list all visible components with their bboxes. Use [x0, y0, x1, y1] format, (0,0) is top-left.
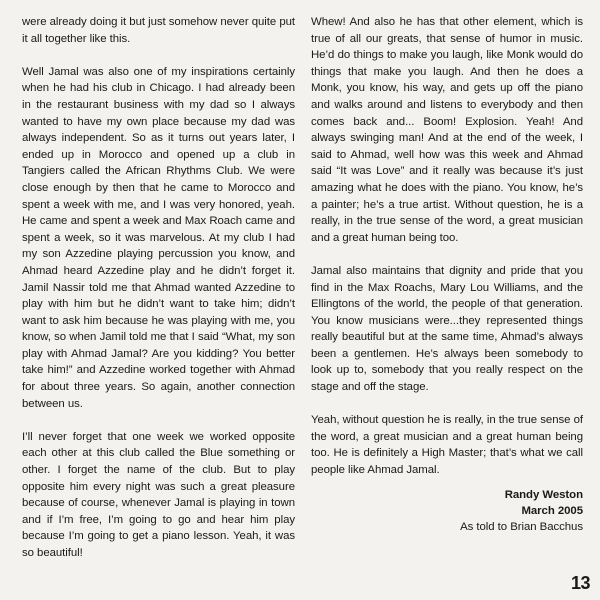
paragraph: were already doing it but just somehow never quite put it all together like this.: [22, 16, 295, 45]
right-column: [311, 14, 583, 535]
paragraph: Yeah, without question he is really, in the true sense of the word, a great musician and a great human being too. He is definitely a High Master; that’s what we call people like Ahmad Jamal.: [311, 414, 583, 477]
paragraph: Jamal also maintains that dignity and pride that you find in the Max Roachs, Mary Lou Williams, and the Ellingtons of the world, the people of that generation. You know musicians were...they represented things really beautiful but at the same time, Ahmad’s always been a gentlemen. He’s always been somebody to look up to, somebody that you really respect on the stage and off the stage.: [311, 264, 583, 394]
left-column: [22, 14, 295, 562]
signature-block: [311, 487, 583, 535]
date: March 2005: [521, 504, 583, 517]
credit: As told to Brian Bacchus: [460, 520, 583, 533]
paragraph: Whew! And also he has that other element, which is true of all our greats, that sense of humor in music. He’d do things to make you laugh, like Monk would do things that make you laugh. And then he does a Monk, you know, his way, and gets up off the piano and walks around and listens to everybody and then comes back and... Boom! Explosion. Yeah! And always swinging man! And at the end of the week, I said to Ahmad, well how was this week and Ahmad said “It was Love” and it really was because it’s just amazing what he does with the piano. You know, he’s a painter; he’s a true artist. Without question, he is a really, in the true sense of the word, a great musician and a great human being too.: [311, 16, 583, 244]
paragraph: Well Jamal was also one of my inspirations certainly when he had his club in Chicago. I had already been in the restaurant business with my dad so I always wanted to have my own place because my dad was always independent. So as it turns out years later, I ended up in Morocco and opened up a club in Tangiers called the African Rhythms Club. We were close enough by then that he came to Morocco and spent a week with me, and I was very honored, yeah. He came and spent a week and Max Roach came and spent a week, so it was marvelous. At my club I had my son Azzedine playing percussion you know, and Ahmad heard Azzedine play and he didn’t forget it. Jamil Nassir told me that Ahmad wanted Azzedine to play with him but he didn’t want to take him; didn’t want to ask him because he was playing with me, you know, so when Jamil told me that I said “What, my son play with Ahmad Jamal? Are you kidding? You better take him!” and Azzedine worked together with Ahmad for about three years. So again, another connection between us.: [22, 65, 295, 410]
author-name: Randy Weston: [504, 488, 583, 501]
paragraph: I’ll never forget that one week we worked opposite each other at this club called the Blue something or other. I forget the name of the club. But to play opposite him every night was such a great pleasure because of course, whenever Jamal is playing in town and if I’m free, I’m going to go and hear him play because I’m going to get a piano lesson. Yeah, it was so beautiful!: [22, 430, 295, 559]
page-number: 13: [570, 573, 590, 593]
